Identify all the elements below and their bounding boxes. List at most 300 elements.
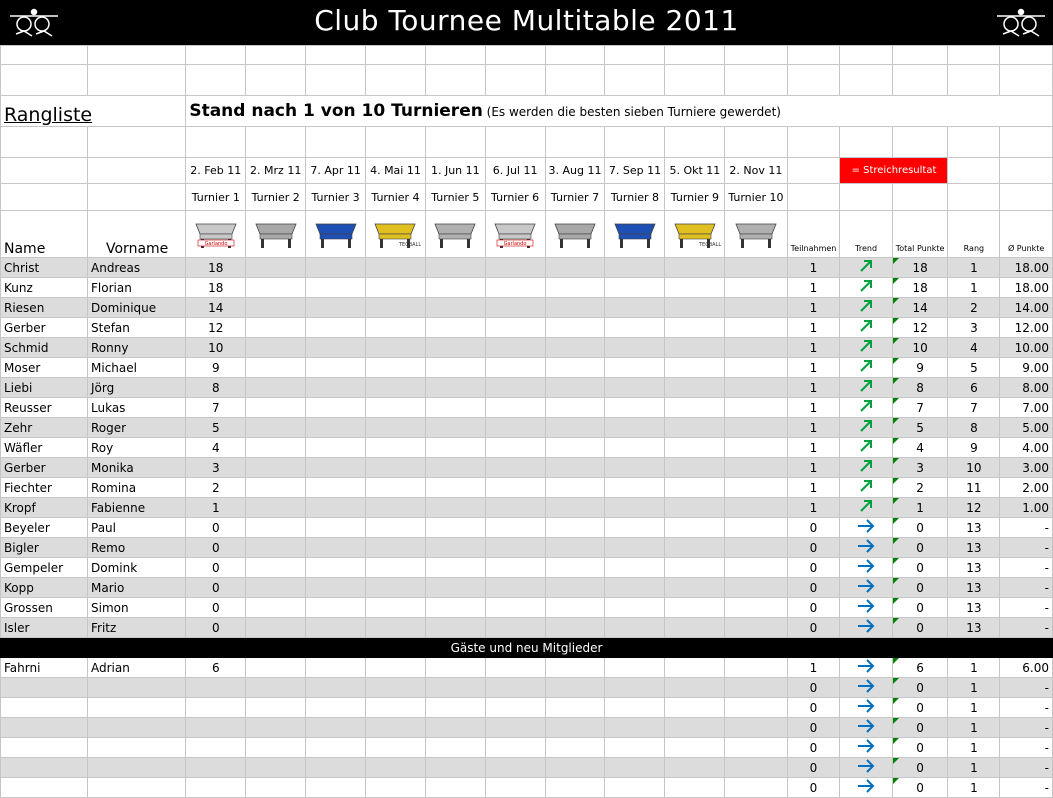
teilnahmen-value: 0	[787, 558, 840, 578]
player-vorname	[88, 678, 186, 698]
total-points: 14	[892, 298, 948, 318]
total-points: 1	[892, 498, 948, 518]
avg-points: 4.00	[1000, 438, 1053, 458]
player-name	[1, 778, 88, 798]
score-turnier-1: 7	[186, 398, 246, 418]
table-row	[1, 498, 1053, 518]
tournament-date: 2. Nov 11	[725, 158, 787, 184]
player-name	[1, 698, 88, 718]
score-turnier-1	[186, 758, 246, 778]
svg-text:Garlando: Garlando	[503, 240, 527, 247]
player-name: Christ	[1, 258, 88, 278]
trend-cell	[840, 318, 892, 338]
trend-cell	[840, 438, 892, 458]
total-points: 8	[892, 378, 948, 398]
trend-up-icon	[858, 259, 874, 273]
total-points: 0	[892, 778, 948, 798]
tournament-name: Turnier 1	[186, 184, 246, 211]
rank-value: 1	[948, 258, 1000, 278]
avg-points: -	[1000, 778, 1053, 798]
avg-points: -	[1000, 538, 1053, 558]
player-name: Gerber	[1, 458, 88, 478]
teilnahmen-value: 1	[787, 298, 840, 318]
total-points: 0	[892, 698, 948, 718]
teilnahmen-value: 1	[787, 378, 840, 398]
rank-value: 6	[948, 378, 1000, 398]
player-vorname	[88, 698, 186, 718]
total-points: 0	[892, 618, 948, 638]
avg-points: -	[1000, 718, 1053, 738]
trend-cell	[840, 778, 892, 798]
score-turnier-1: 2	[186, 478, 246, 498]
table-row	[1, 358, 1053, 378]
rank-value: 9	[948, 438, 1000, 458]
table-image-garlando	[186, 211, 246, 258]
table-row	[1, 658, 1053, 678]
player-vorname: Florian	[88, 278, 186, 298]
table-row	[1, 698, 1053, 718]
trend-cell	[840, 498, 892, 518]
trend-right-icon	[857, 739, 875, 753]
trend-cell	[840, 558, 892, 578]
col-header-rang: Rang	[948, 211, 1000, 258]
player-vorname: Michael	[88, 358, 186, 378]
tournament-name: Turnier 6	[485, 184, 545, 211]
table-row	[1, 558, 1053, 578]
tournament-date: 7. Apr 11	[306, 158, 366, 184]
avg-points: -	[1000, 678, 1053, 698]
tournament-name: Turnier 9	[665, 184, 725, 211]
tournament-date: 2. Feb 11	[186, 158, 246, 184]
rank-value: 3	[948, 318, 1000, 338]
teilnahmen-value: 0	[787, 518, 840, 538]
teilnahmen-value: 1	[787, 418, 840, 438]
table-row	[1, 538, 1053, 558]
trend-cell	[840, 298, 892, 318]
player-vorname: Paul	[88, 518, 186, 538]
trend-right-icon	[857, 619, 875, 633]
table-row	[1, 398, 1053, 418]
trend-up-icon	[858, 459, 874, 473]
standings-heading: Stand nach 1 von 10 Turnieren	[189, 101, 483, 121]
trend-up-icon	[858, 479, 874, 493]
avg-points: -	[1000, 558, 1053, 578]
player-vorname: Jörg	[88, 378, 186, 398]
total-points: 4	[892, 438, 948, 458]
trend-cell	[840, 538, 892, 558]
total-points: 0	[892, 758, 948, 778]
player-name: Reusser	[1, 398, 88, 418]
table-row	[1, 518, 1053, 538]
rank-value: 1	[948, 718, 1000, 738]
total-points: 5	[892, 418, 948, 438]
player-name: Fahrni	[1, 658, 88, 678]
trend-up-icon	[858, 339, 874, 353]
avg-points: 14.00	[1000, 298, 1053, 318]
teilnahmen-value: 1	[787, 458, 840, 478]
player-vorname	[88, 758, 186, 778]
player-name	[1, 738, 88, 758]
table-image-white	[725, 211, 787, 258]
score-turnier-1: 3	[186, 458, 246, 478]
table-row	[1, 378, 1053, 398]
total-points: 10	[892, 338, 948, 358]
avg-points: 18.00	[1000, 278, 1053, 298]
table-row	[1, 458, 1053, 478]
avg-points: -	[1000, 518, 1053, 538]
score-turnier-1	[186, 738, 246, 758]
tournament-date: 1. Jun 11	[425, 158, 485, 184]
player-name: Wäfler	[1, 438, 88, 458]
score-turnier-1	[186, 778, 246, 798]
rangliste-label: Rangliste	[1, 96, 186, 127]
score-turnier-1: 14	[186, 298, 246, 318]
trend-cell	[840, 518, 892, 538]
teilnahmen-value: 1	[787, 278, 840, 298]
col-header-name: Name	[1, 211, 88, 258]
rank-value: 11	[948, 478, 1000, 498]
trend-up-icon	[858, 439, 874, 453]
player-vorname: Roger	[88, 418, 186, 438]
teilnahmen-value: 1	[787, 478, 840, 498]
rank-value: 1	[948, 738, 1000, 758]
tournament-name: Turnier 7	[545, 184, 605, 211]
score-turnier-1: 8	[186, 378, 246, 398]
total-points: 0	[892, 598, 948, 618]
tournament-name: Turnier 3	[306, 184, 366, 211]
table-row	[1, 298, 1053, 318]
col-header-trend: Trend	[840, 211, 892, 258]
player-name: Moser	[1, 358, 88, 378]
svg-text:TECBALL: TECBALL	[399, 241, 422, 248]
total-points: 7	[892, 398, 948, 418]
trend-right-icon	[857, 539, 875, 553]
table-row	[1, 418, 1053, 438]
teilnahmen-value: 1	[787, 358, 840, 378]
table-row	[1, 578, 1053, 598]
svg-text:Garlando: Garlando	[204, 240, 228, 247]
table-row	[1, 258, 1053, 278]
teilnahmen-value: 0	[787, 618, 840, 638]
trend-cell	[840, 478, 892, 498]
tournament-name: Turnier 5	[425, 184, 485, 211]
col-header-total: Total Punkte	[892, 211, 948, 258]
table-row	[1, 338, 1053, 358]
rank-value: 1	[948, 758, 1000, 778]
total-points: 12	[892, 318, 948, 338]
rank-value: 13	[948, 518, 1000, 538]
avg-points: 3.00	[1000, 458, 1053, 478]
avg-points: -	[1000, 698, 1053, 718]
score-turnier-1: 0	[186, 598, 246, 618]
total-points: 18	[892, 278, 948, 298]
avg-points: 2.00	[1000, 478, 1053, 498]
player-name: Gerber	[1, 318, 88, 338]
trend-up-icon	[858, 499, 874, 513]
player-vorname: Lukas	[88, 398, 186, 418]
trend-up-icon	[858, 419, 874, 433]
rank-value: 2	[948, 298, 1000, 318]
rank-value: 4	[948, 338, 1000, 358]
total-points: 0	[892, 678, 948, 698]
rank-value: 12	[948, 498, 1000, 518]
tournament-date: 6. Jul 11	[485, 158, 545, 184]
trend-up-icon	[858, 279, 874, 293]
trend-cell	[840, 658, 892, 678]
rank-value: 1	[948, 658, 1000, 678]
rank-value: 13	[948, 598, 1000, 618]
player-name: Kropf	[1, 498, 88, 518]
player-name: Gempeler	[1, 558, 88, 578]
teilnahmen-value: 0	[787, 598, 840, 618]
player-vorname: Stefan	[88, 318, 186, 338]
player-vorname	[88, 738, 186, 758]
teilnahmen-value: 1	[787, 338, 840, 358]
player-name: Bigler	[1, 538, 88, 558]
trend-right-icon	[857, 659, 875, 673]
score-turnier-1	[186, 718, 246, 738]
tournament-name: Turnier 8	[605, 184, 665, 211]
trend-up-icon	[858, 299, 874, 313]
tournament-date: 3. Aug 11	[545, 158, 605, 184]
standings-note: (Es werden die besten sieben Turniere gewerdet)	[486, 105, 781, 119]
table-row	[1, 318, 1053, 338]
foosball-logo-icon	[993, 4, 1049, 40]
teilnahmen-value: 0	[787, 678, 840, 698]
trend-cell	[840, 378, 892, 398]
avg-points: 8.00	[1000, 378, 1053, 398]
table-row	[1, 618, 1053, 638]
score-turnier-1: 1	[186, 498, 246, 518]
trend-cell	[840, 358, 892, 378]
tournament-date: 4. Mai 11	[366, 158, 426, 184]
table-row	[1, 438, 1053, 458]
trend-cell	[840, 398, 892, 418]
rank-value: 5	[948, 358, 1000, 378]
teilnahmen-value: 1	[787, 658, 840, 678]
table-row	[1, 478, 1053, 498]
rank-value: 10	[948, 458, 1000, 478]
trend-cell	[840, 578, 892, 598]
score-turnier-1	[186, 698, 246, 718]
table-row	[1, 718, 1053, 738]
tournament-name: Turnier 10	[725, 184, 787, 211]
score-turnier-1: 0	[186, 538, 246, 558]
avg-points: 6.00	[1000, 658, 1053, 678]
trend-cell	[840, 618, 892, 638]
teilnahmen-value: 0	[787, 538, 840, 558]
player-name: Riesen	[1, 298, 88, 318]
player-vorname: Romina	[88, 478, 186, 498]
player-name: Isler	[1, 618, 88, 638]
table-row	[1, 738, 1053, 758]
score-turnier-1: 10	[186, 338, 246, 358]
player-vorname: Roy	[88, 438, 186, 458]
section-divider	[1, 638, 1053, 658]
teilnahmen-value: 0	[787, 778, 840, 798]
tournament-name: Turnier 2	[246, 184, 306, 211]
total-points: 2	[892, 478, 948, 498]
teilnahmen-value: 1	[787, 438, 840, 458]
player-vorname: Domink	[88, 558, 186, 578]
avg-points: 18.00	[1000, 258, 1053, 278]
player-name: Beyeler	[1, 518, 88, 538]
teilnahmen-value: 1	[787, 498, 840, 518]
avg-points: -	[1000, 618, 1053, 638]
page-title: Club Tournee Multitable 2011	[314, 4, 739, 37]
player-vorname: Monika	[88, 458, 186, 478]
table-row	[1, 758, 1053, 778]
avg-points: -	[1000, 738, 1053, 758]
table-image-blue	[306, 211, 366, 258]
trend-right-icon	[857, 519, 875, 533]
trend-right-icon	[857, 719, 875, 733]
total-points: 0	[892, 518, 948, 538]
avg-points: 12.00	[1000, 318, 1053, 338]
rank-value: 1	[948, 278, 1000, 298]
player-vorname: Remo	[88, 538, 186, 558]
teilnahmen-value: 0	[787, 718, 840, 738]
player-vorname: Dominique	[88, 298, 186, 318]
player-vorname: Fabienne	[88, 498, 186, 518]
avg-points: 1.00	[1000, 498, 1053, 518]
trend-right-icon	[857, 679, 875, 693]
avg-points: 7.00	[1000, 398, 1053, 418]
rank-value: 13	[948, 618, 1000, 638]
table-image-grey	[246, 211, 306, 258]
section-guests-label: Gäste und neu Mitglieder	[1, 638, 1053, 658]
col-header-teilnahmen: Teilnahmen	[787, 211, 840, 258]
total-points: 0	[892, 718, 948, 738]
score-turnier-1: 5	[186, 418, 246, 438]
trend-cell	[840, 598, 892, 618]
trend-right-icon	[857, 699, 875, 713]
table-row	[1, 678, 1053, 698]
score-turnier-1: 18	[186, 258, 246, 278]
trend-cell	[840, 678, 892, 698]
trend-up-icon	[858, 319, 874, 333]
player-name	[1, 678, 88, 698]
trend-cell	[840, 698, 892, 718]
total-points: 3	[892, 458, 948, 478]
trend-cell	[840, 718, 892, 738]
title-bar	[0, 0, 1053, 45]
col-header-avg: Ø Punkte	[1000, 211, 1053, 258]
player-vorname: Adrian	[88, 658, 186, 678]
player-name	[1, 758, 88, 778]
table-row	[1, 598, 1053, 618]
player-name: Kunz	[1, 278, 88, 298]
total-points: 0	[892, 538, 948, 558]
score-turnier-1: 6	[186, 658, 246, 678]
trend-cell	[840, 338, 892, 358]
player-vorname: Simon	[88, 598, 186, 618]
trend-right-icon	[857, 579, 875, 593]
tournament-date: 2. Mrz 11	[246, 158, 306, 184]
avg-points: -	[1000, 758, 1053, 778]
rank-value: 13	[948, 558, 1000, 578]
table-image-grey	[545, 211, 605, 258]
trend-right-icon	[857, 759, 875, 773]
total-points: 6	[892, 658, 948, 678]
teilnahmen-value: 1	[787, 318, 840, 338]
teilnahmen-value: 0	[787, 578, 840, 598]
player-name	[1, 718, 88, 738]
avg-points: 5.00	[1000, 418, 1053, 438]
total-points: 0	[892, 558, 948, 578]
trend-right-icon	[857, 779, 875, 793]
trend-right-icon	[857, 599, 875, 613]
table-image-tecball	[665, 211, 725, 258]
score-turnier-1: 0	[186, 558, 246, 578]
rank-value: 1	[948, 778, 1000, 798]
rank-value: 13	[948, 578, 1000, 598]
teilnahmen-value: 0	[787, 738, 840, 758]
trend-cell	[840, 418, 892, 438]
trend-up-icon	[858, 399, 874, 413]
trend-cell	[840, 458, 892, 478]
col-header-vorname: Vorname	[88, 211, 186, 258]
tournament-name: Turnier 4	[366, 184, 426, 211]
score-turnier-1: 0	[186, 578, 246, 598]
tournament-date: 5. Okt 11	[665, 158, 725, 184]
table-row	[1, 278, 1053, 298]
score-turnier-1: 4	[186, 438, 246, 458]
svg-text:TECBALL: TECBALL	[698, 241, 721, 248]
player-vorname: Mario	[88, 578, 186, 598]
player-name: Schmid	[1, 338, 88, 358]
avg-points: -	[1000, 578, 1053, 598]
score-turnier-1: 12	[186, 318, 246, 338]
avg-points: -	[1000, 598, 1053, 618]
player-name: Fiechter	[1, 478, 88, 498]
player-name: Zehr	[1, 418, 88, 438]
total-points: 0	[892, 738, 948, 758]
player-vorname: Fritz	[88, 618, 186, 638]
score-turnier-1: 9	[186, 358, 246, 378]
teilnahmen-value: 1	[787, 258, 840, 278]
trend-cell	[840, 758, 892, 778]
avg-points: 10.00	[1000, 338, 1053, 358]
player-name: Liebi	[1, 378, 88, 398]
teilnahmen-value: 0	[787, 698, 840, 718]
total-points: 9	[892, 358, 948, 378]
score-turnier-1	[186, 678, 246, 698]
trend-up-icon	[858, 359, 874, 373]
total-points: 0	[892, 578, 948, 598]
trend-cell	[840, 278, 892, 298]
player-vorname: Andreas	[88, 258, 186, 278]
avg-points: 9.00	[1000, 358, 1053, 378]
table-image-blue	[605, 211, 665, 258]
teilnahmen-value: 0	[787, 758, 840, 778]
rank-value: 1	[948, 698, 1000, 718]
ranking-table	[0, 45, 1053, 798]
table-image-tecball	[366, 211, 426, 258]
table-image-white	[425, 211, 485, 258]
rank-value: 8	[948, 418, 1000, 438]
trend-cell	[840, 738, 892, 758]
teilnahmen-value: 1	[787, 398, 840, 418]
score-turnier-1: 0	[186, 518, 246, 538]
score-turnier-1: 0	[186, 618, 246, 638]
trend-right-icon	[857, 559, 875, 573]
player-vorname	[88, 778, 186, 798]
trend-cell	[840, 258, 892, 278]
table-row	[1, 778, 1053, 798]
tournament-date: 7. Sep 11	[605, 158, 665, 184]
player-vorname	[88, 718, 186, 738]
